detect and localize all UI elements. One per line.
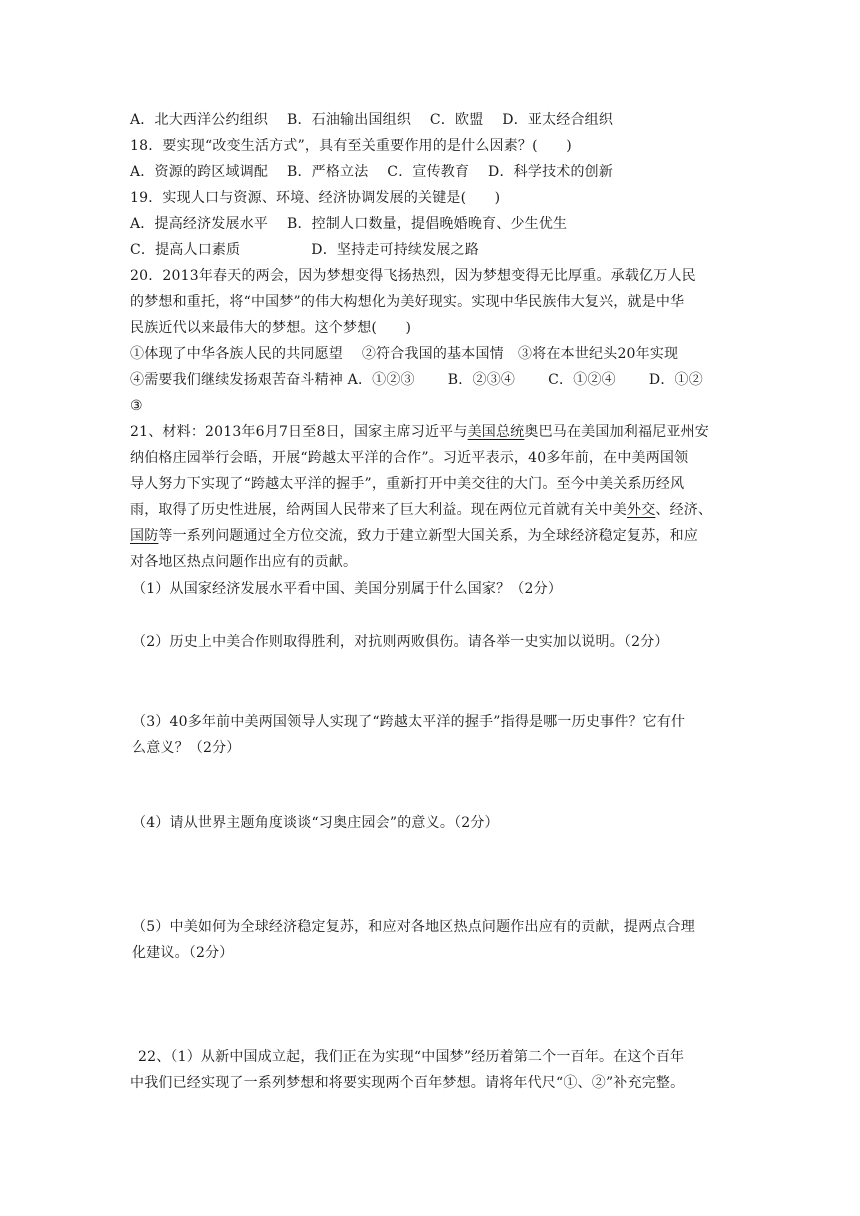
q21-sub5-line2: 化建议。（2分） xyxy=(132,945,234,961)
q18-options: A．资源的跨区域调配 B．严格立法 C．宣传教育 D．科学技术的创新 xyxy=(130,164,614,180)
q22-line2: 中我们已经实现了一系列梦想和将要实现两个百年梦想。请将年代尺“①、②”补充完整。 xyxy=(130,1075,685,1091)
q19-options-line2: C．提高人口素质 D．坚持走可持续发展之路 xyxy=(130,242,479,258)
q20-stem-line3: 民族近代以来最伟大的梦想。这个梦想( ) xyxy=(130,320,412,336)
q21-sub3-line2: 么意义？（2分） xyxy=(132,740,241,756)
q21-material-line5 xyxy=(130,526,740,546)
q21-text: 奥巴马在美国加利福尼亚州安 xyxy=(524,424,709,440)
q17-options: A．北大西洋公约组织 B．石油输出国组织 C．欧盟 D．亚太经合组织 xyxy=(130,112,614,128)
q21-material-line1 xyxy=(130,422,740,442)
q21-text: 雨，取得了历史性进展，给两国人民带来了巨大利益。现在两位元首就有关中美 xyxy=(130,502,627,518)
q21-sub2: （2）历史上中美合作则取得胜利，对抗则两败俱伤。请各举一史实加以说明。（2分） xyxy=(132,634,669,650)
q21-text: 、经济、 xyxy=(655,502,713,518)
q21-text: 21、材料：2013年6月7日至8日，国家主席习近平与 xyxy=(130,424,468,440)
q21-material-line4 xyxy=(130,500,740,520)
q20-stem-line1: 20．2013年春天的两会，因为梦想变得飞扬热烈，因为梦想变得无比厚重。承载亿万人民 xyxy=(130,268,696,284)
q21-material-line2: 纳伯格庄园举行会晤，开展“跨越太平洋的合作”。习近平表示，40多年前，在中美两国领 xyxy=(130,450,689,466)
q21-sub3-line1: （3）40多年前中美两国领导人实现了“跨越太平洋的握手”指得是哪一历史事件？它有什 xyxy=(132,714,686,730)
link-diplomacy[interactable]: 外交 xyxy=(627,502,656,518)
q21-sub5-line1: （5）中美如何为全球经济稳定复苏，和应对各地区热点问题作出应有的贡献，提两点合理 xyxy=(132,919,695,935)
q20-statements-line1: ①体现了中华各族人民的共同愿望 ②符合我国的基本国情 ③将在本世纪头20年实现 xyxy=(130,346,679,362)
q19-stem: 19．实现人口与资源、环境、经济协调发展的关键是( ) xyxy=(130,190,501,206)
q19-options-line1: A．提高经济发展水平 B．控制人口数量，提倡晚婚晚育、少生优生 xyxy=(130,216,568,232)
link-us-president[interactable]: 美国总统 xyxy=(467,424,525,440)
link-national-defense[interactable]: 国防 xyxy=(130,528,159,544)
q20-statements-line2: ④需要我们继续发扬艰苦奋斗精神 A．①②③ B．②③④ C．①②④ D．①② xyxy=(130,372,703,388)
q21-text: 等一系列问题通过全方位交流，致力于建立新型大国关系，为全球经济稳定复苏，和应 xyxy=(158,528,699,544)
q21-sub1: （1）从国家经济发展水平看中国、美国分别属于什么国家？（2分） xyxy=(132,581,563,597)
q21-material-line3: 导人努力下实现了“跨越太平洋的握手”，重新打开中美交往的大门。至今中美关系历经风 xyxy=(130,476,685,492)
q22-line1: 22、（1）从新中国成立起，我们正在为实现“中国梦”经历着第二个一百年。在这个百年 xyxy=(138,1049,685,1065)
q20-stem-line2: 的梦想和重托，将“中国梦”的伟大构想化为美好现实。实现中华民族伟大复兴，就是中华 xyxy=(130,294,685,310)
q20-statements-line3: ③ xyxy=(130,398,143,414)
q21-sub4: （4）请从世界主题角度谈谈“习奥庄园会”的意义。（2分） xyxy=(132,815,499,831)
q18-stem: 18．要实现“改变生活方式”，具有至关重要作用的是什么因素？( ) xyxy=(130,138,572,154)
q21-material-line6: 对各地区热点问题作出应有的贡献。 xyxy=(130,554,358,570)
